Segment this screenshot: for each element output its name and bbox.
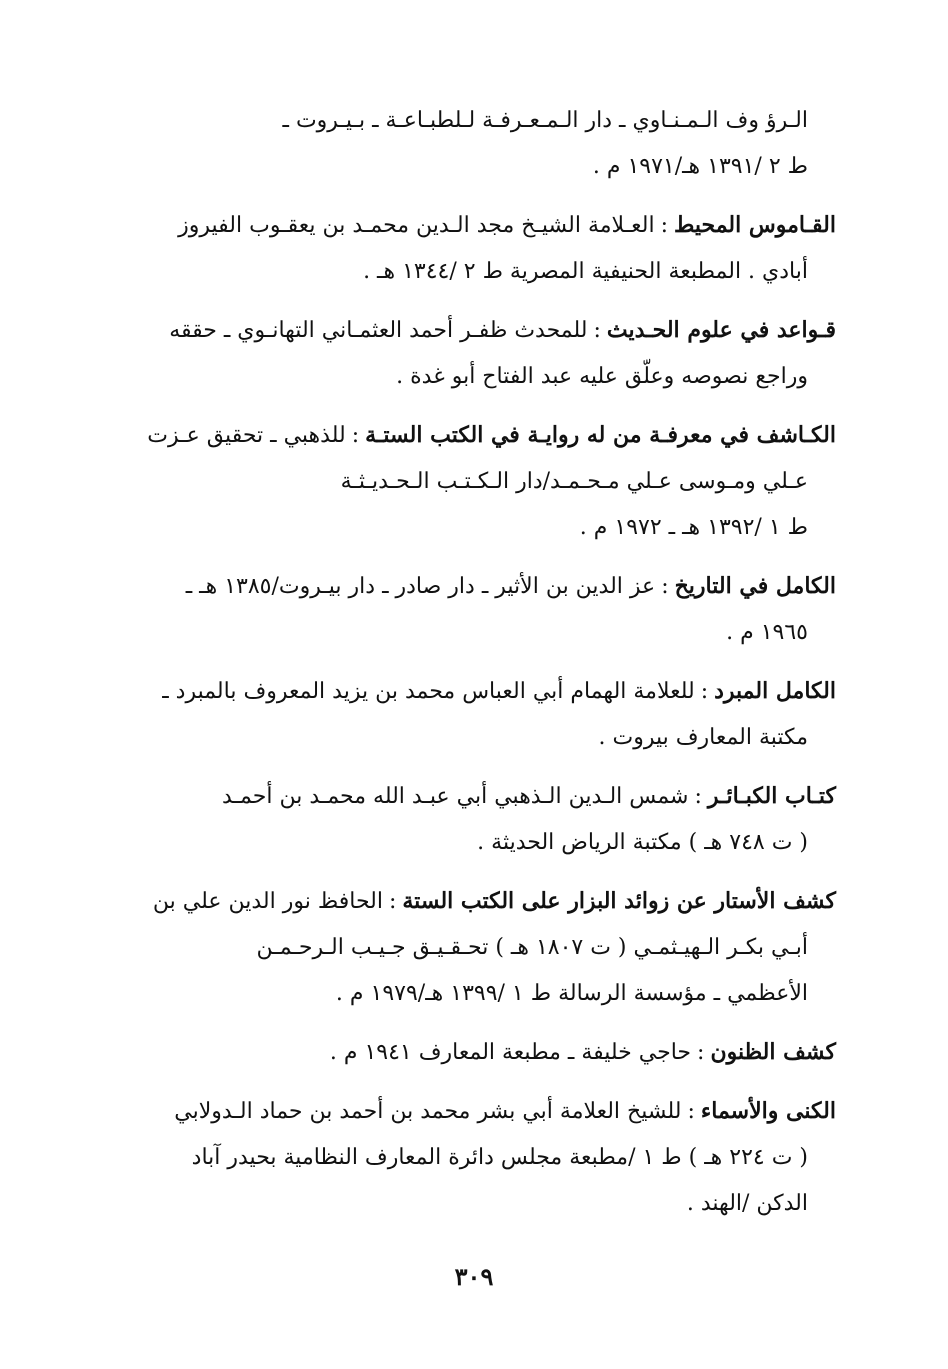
- entry-separator: :: [694, 784, 702, 809]
- entry-text: الـرؤ وف الـمـنـاوي ـ دار الـمـعـرفـة لـلطبـاعـة ـ بـيـروت ـ: [282, 108, 808, 133]
- entry-separator: :: [660, 213, 668, 238]
- bibliography-entry: [130, 412, 836, 551]
- entry-continuation: ١٩٦٥ م .: [726, 620, 808, 645]
- entry-text: عز الدين بن الأثير ـ دار صادر ـ دار بيـروت/١٣٨٥ هـ ـ: [185, 574, 656, 599]
- entry-title: كشف الظنون: [710, 1039, 836, 1065]
- entry-title: قـواعد في علوم الحـديث: [606, 317, 836, 343]
- bibliography-entry: [130, 563, 836, 656]
- entry-text: العـلامة الشيـخ مجد الـدين محمـد بن يعقـوب الفيروز: [178, 213, 655, 238]
- bibliography-entry: [130, 668, 836, 761]
- bibliography-entry: [130, 1029, 836, 1076]
- bibliography-entry: [130, 98, 836, 190]
- entry-continuation: وراجع نصوصه وعلّق عليه عبد الفتاح أبو غدة .: [396, 364, 808, 389]
- entry-title: كشف الأستار عن زوائد البزار على الكتب الستة: [402, 888, 836, 914]
- entry-title: الكامل في التاريخ: [674, 573, 836, 599]
- bibliography-entry: [130, 878, 836, 1017]
- entry-continuation: الدكن /الهند .: [686, 1191, 808, 1216]
- entry-continuation: الأعظمي ـ مؤسسة الرسالة ط ١ /١٣٩٩ هـ/١٩٧٩ م .: [335, 981, 808, 1006]
- entry-text: شمس الـدين الـذهبي أبي عبـد الله محمـد بن أحمـد: [222, 784, 689, 809]
- entry-separator: :: [351, 423, 360, 448]
- entry-title: الكامل المبرد: [714, 678, 836, 704]
- bibliography-entry: [130, 773, 836, 866]
- bibliography-entry: [130, 1088, 836, 1227]
- entry-continuation: ط ٢ /١٣٩١ هـ/١٩٧١ م .: [592, 154, 808, 179]
- bibliography-entry: [130, 202, 836, 295]
- entry-continuation: عـلي ومـوسى عـلي مـحـمـد/دار الـكـتـب الـحـديـثـة: [340, 469, 808, 494]
- entry-continuation: أبـي بكـر الـهيـثمـي ( ت ١٨٠٧ هـ ) تحـقـيـق جـيـب الـرحـمـن: [256, 935, 808, 960]
- entry-separator: :: [388, 889, 397, 914]
- entry-text: حاجي خليفة ـ مطبعة المعارف ١٩٤١ م .: [329, 1040, 692, 1065]
- entry-continuation: ( ت ٧٤٨ هـ ) مكتبة الرياض الحديثة .: [477, 830, 808, 855]
- entry-title: كتـاب الكبـائـر: [707, 783, 836, 809]
- entry-separator: :: [687, 1099, 695, 1124]
- entry-separator: :: [697, 1040, 705, 1065]
- entry-text: للمحدث ظفـر أحمد العثمـاني التهانـوي ـ حققه: [169, 318, 588, 343]
- entry-text: الحافظ نور الدين علي بن: [152, 889, 383, 914]
- bibliography-entry: [130, 307, 836, 400]
- entry-title: القـاموس المحيط: [673, 212, 836, 238]
- entry-continuation: ( ت ٢٢٤ هـ ) ط ١ /مطبعة مجلس دائرة المعارف النظامية بحيدر آباد: [191, 1145, 808, 1170]
- entry-continuation: أبادي . المطبعة الحنيفية المصرية ط ٢ /١٣٤٤ هـ .: [363, 259, 808, 284]
- entry-text: للعلامة الهمام أبي العباس محمد بن يزيد المعروف بالمبرد ـ: [162, 679, 695, 704]
- bibliography-list: [130, 98, 836, 1239]
- entry-title: الكنى والأسماء: [700, 1098, 836, 1124]
- page-number: ٣٠٩: [454, 1262, 494, 1291]
- entry-continuation: ط ١ /١٣٩٢ هـ ـ ١٩٧٢ م .: [579, 515, 808, 540]
- entry-continuation: مكتبة المعارف بيروت .: [598, 725, 808, 750]
- entry-title: الكـاشف في معرفـة من له روايـة في الكتب الستـة: [365, 422, 836, 448]
- entry-text: للذهبي ـ تحقيق عـزت: [147, 423, 346, 448]
- entry-text: للشيخ العلامة أبي بشر محمد بن أحمد بن حماد الـدولابي: [174, 1099, 682, 1124]
- entry-separator: :: [661, 574, 669, 599]
- entry-separator: :: [700, 679, 709, 704]
- entry-separator: :: [593, 318, 601, 343]
